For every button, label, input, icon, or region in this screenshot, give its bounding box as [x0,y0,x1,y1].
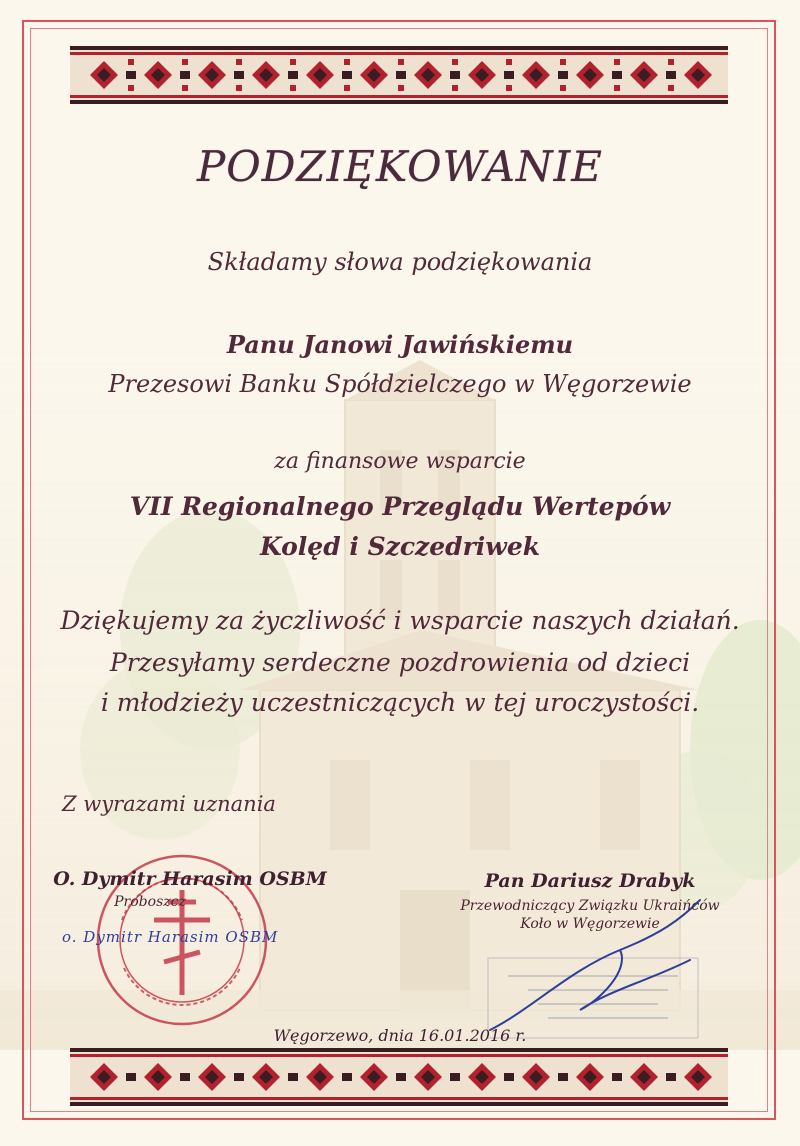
thanks-line-1: Dziękujemy za życzliwość i wsparcie naszych działań. [60,606,740,635]
handwritten-signature-left: o. Dymitr Harasim OSBM [62,928,279,946]
signatory-right-role-2: Koło w Węgorzewie [520,916,660,932]
reason-line-1: za finansowe wsparcie [274,449,526,474]
signatory-left [40,868,340,910]
signatory-right-role: Przewodniczący Związku Ukraińców [460,898,720,914]
recipient-role: Prezesowi Banku Spółdzielczego w Węgorzewie [108,370,692,398]
place-and-date: Węgorzewo, dnia 16.01.2016 r. [273,1026,527,1045]
signatory-right-name: Pan Dariusz Drabyk [484,870,696,892]
reason-line-2: VII Regionalnego Przeglądu Wertepów [129,492,671,521]
signatory-left-name: O. Dymitr Harasim OSBM [53,868,327,890]
certificate-title: PODZIĘKOWANIE [197,142,603,191]
signatory-left-role: Proboszcz [114,894,186,910]
closing-phrase: Z wyrazami uznania [62,792,276,816]
thanks-line-3: i młodzieży uczestniczących w tej uroczystości. [100,688,700,717]
reason-line-3: Kolęd i Szczedriwek [259,532,541,561]
thanks-line-2: Przesyłamy serdeczne pozdrowienia od dzieci [109,648,691,677]
recipient-name: Panu Janowi Jawińskiemu [226,330,574,359]
intro-text: Składamy słowa podziękowania [207,248,593,276]
signatory-right [440,870,740,932]
